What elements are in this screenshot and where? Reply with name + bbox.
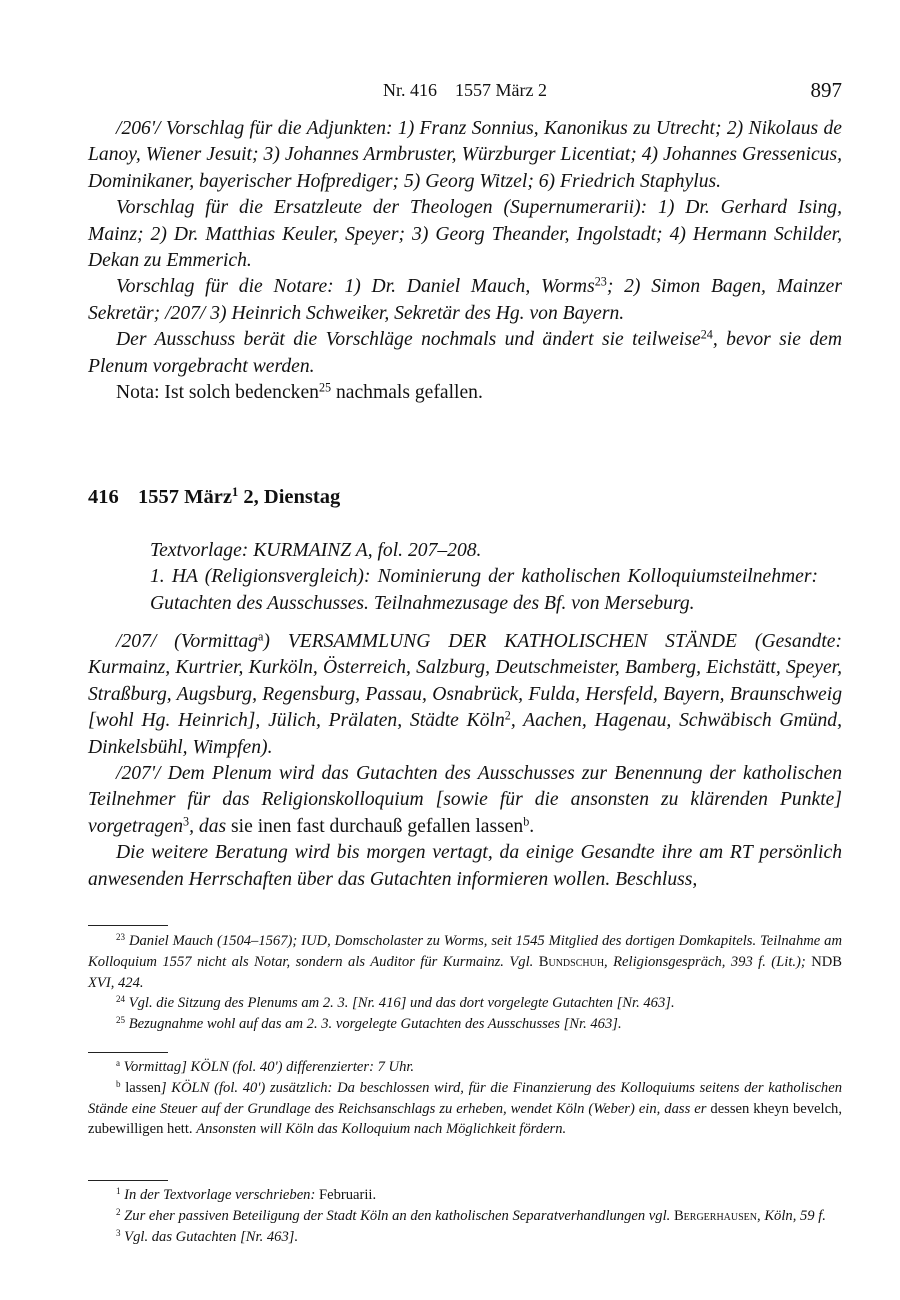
footnotes-document-paragraph — [88, 1227, 842, 1248]
footnote-marker: 25 — [116, 1015, 126, 1026]
text-segment: In der Textvorlage verschrieben: — [120, 1187, 319, 1203]
text-segment: Vormittag] KÖLN (fol. 40') differenzierter: 7 Uhr. — [120, 1059, 415, 1075]
top-block-paragraph — [88, 380, 842, 406]
footnote-marker: 2 — [504, 708, 511, 723]
text-segment: /207'/ Dem Plenum wird das Gutachten des Ausschusses zur Benennung der katholischen Teilnehmer für das Religionskolloquium [sowie für die ansonsten zu klärenden Punkte] vorgetragen — [88, 763, 842, 837]
text-segment: Zur eher passiven Beteiligung der Stadt Köln an den katholischen Separatverhandlungen vgl. — [120, 1207, 674, 1224]
text-segment: XVI, 424. — [88, 974, 144, 991]
text-segment: /206'/ Vorschlag für die Adjunkten: 1) Franz Sonnius, Kanonikus zu Utrecht; 2) Nikolaus de Lanoy, Wiener Jesuit; 3) Johannes Armbruster, Würzburger Licentiat; 4) Johannes Gressenicus, Dominikaner, bayerischer Hofprediger; 5) Georg Witzel; 6) Friedrich Staphylus. — [88, 118, 842, 192]
footnote-marker: 24 — [116, 994, 126, 1005]
text-segment: Ansonsten will Köln das Kolloquium nach Möglichkeit fördern. — [196, 1121, 567, 1138]
footnotes-apparatus — [88, 1057, 842, 1140]
footnote-marker: 25 — [318, 380, 332, 395]
text-segment: sie inen fast durchauß gefallen lassen — [231, 815, 524, 837]
text-segment: nachmals gefallen. — [331, 382, 483, 404]
document-footnote-divider — [88, 1180, 168, 1181]
footnotes-numeric-paragraph — [88, 1014, 842, 1035]
text-segment: /207/ (Vormittag — [116, 631, 258, 652]
top-block-paragraph — [88, 274, 842, 327]
text-segment: Vorschlag für die Notare: 1) Dr. Daniel Mauch, Worms — [116, 276, 595, 298]
text-segment: Bezugnahme wohl auf das am 2. 3. vorgelegte Gutachten des Ausschusses [Nr. 463]. — [125, 1016, 622, 1033]
text-segment: Die weitere Beratung wird bis morgen vertagt, da einige Gesandte ihre am RT persönlich anwesenden Herrschaften über das Gutachten informieren wollen. Beschluss, — [88, 842, 842, 890]
footnotes-apparatus-paragraph — [88, 1078, 842, 1140]
footnotes-document — [88, 1185, 842, 1247]
main-block-paragraph — [88, 840, 842, 893]
text-segment: , — [604, 953, 614, 970]
previous-document-continuation — [88, 116, 842, 406]
footnotes-document-paragraph — [88, 1185, 842, 1206]
text-segment: ) VERSAMMLUNG DER KATHOLISCHEN STÄNDE (Gesandte: Kurmainz, Kurtrier, Kurköln, Österreich, Salzburg, Deutschmeister, Bamberg, Eichstätt, Speyer, Straßburg, Augsburg, Regensburg, Passau, Osnabrück, Fulda, Hersfeld, Bayern, Braunschweig [wohl Hg. Heinrich], Jülich, Prälaten, Städte Köln — [88, 631, 842, 732]
text-segment: lassen — [120, 1079, 161, 1096]
running-title: Nr. 416 1557 März 2 — [383, 80, 547, 100]
footnote-marker: a — [116, 1058, 121, 1069]
textvorlage-paragraph — [150, 538, 818, 564]
text-segment: , bevor sie dem Plenum vorgebracht werden. — [88, 329, 842, 377]
text-segment: 1. HA (Religionsvergleich): Nominierung der katholischen Kolloquiumsteilnehmer: Gutachten des Ausschusses. Teilnahmezusage des Bf. von Merseburg. — [150, 566, 818, 614]
text-segment: Nota: Ist solch bedencken — [116, 382, 319, 404]
text-segment: ; 2) Simon Bagen, Mainzer Sekretär; /207/ 3) Heinrich Schweiker, Sekretär des Hg. von Bayern. — [88, 276, 842, 324]
footnote-marker: a — [258, 629, 264, 644]
text-segment: Bergerhausen — [673, 1207, 758, 1224]
document-number: 416 — [88, 486, 119, 508]
text-segment: Bundschuh — [538, 953, 605, 970]
document-date: 1557 März — [138, 486, 232, 508]
footnote-marker: 1 — [116, 1186, 121, 1197]
top-block-paragraph — [88, 327, 842, 380]
main-block-paragraph — [88, 629, 842, 761]
footnote-marker: 24 — [700, 327, 713, 342]
top-block-paragraph — [88, 195, 842, 274]
text-segment: Vorschlag für die Ersatzleute der Theologen (Supernumerarii): 1) Dr. Gerhard Ising, Mainz; 2) Dr. Matthias Keuler, Speyer; 3) Georg Theander, Ingolstadt; 4) Hermann Schilder, Dekan zu Emmerich. — [88, 197, 842, 272]
text-segment: Textvorlage: KURMAINZ A, fol. 207–208. — [150, 540, 482, 561]
footnotes-numeric-paragraph — [88, 931, 842, 993]
text-segment: , — [757, 1207, 765, 1224]
top-block-paragraph — [88, 116, 842, 195]
text-segment: . — [529, 815, 535, 837]
text-segment: Vgl. die Sitzung des Plenums am 2. 3. [Nr. 416] und das dort vorgelegte Gutachten [Nr. 463]. — [125, 995, 675, 1012]
main-text-block — [88, 629, 842, 893]
textvorlage-paragraph — [150, 564, 818, 617]
footnote-marker: 23 — [594, 274, 607, 289]
footnote-marker: 3 — [183, 814, 190, 829]
text-segment: NDB — [811, 953, 843, 970]
page-number: 897 — [810, 78, 842, 102]
text-segment: Köln, 59 f. — [764, 1207, 826, 1224]
footnote-marker: b — [523, 814, 530, 829]
document-weekday: 2, Dienstag — [238, 486, 341, 508]
footnotes-document-paragraph — [88, 1206, 842, 1227]
text-segment: Daniel Mauch (1504–1567); IUD, Domscholaster zu Worms, seit 1545 Mitglied des dortigen Domkapitels. Teilnahme am Kolloquium 1557 nicht als Notar, sondern als Auditor für Kurmainz. Vgl. — [88, 933, 842, 970]
footnote-marker: 2 — [116, 1206, 121, 1217]
footnotes-apparatus-paragraph — [88, 1057, 842, 1078]
text-segment: Vgl. das Gutachten [Nr. 463]. — [120, 1228, 299, 1245]
footnote-ref-1: 1 — [231, 485, 239, 500]
text-segment: ] KÖLN (fol. 40') zusätzlich: Da beschlossen wird, für die Finanzierung des Kolloquiums seitens der katholischen Stände eine Steuer auf der Grundlage des Reichsanschlags zu erheben, wendet Köln (Weber) ein, dass er — [88, 1079, 842, 1117]
text-segment: dessen kheyn bevelch, zubewilligen hett. — [88, 1100, 842, 1138]
footnote-divider — [88, 925, 168, 926]
text-segment: , das — [189, 815, 232, 837]
main-block-paragraph — [88, 761, 842, 840]
running-header — [88, 78, 842, 106]
textvorlage-block — [150, 538, 818, 617]
footnote-marker: 3 — [116, 1227, 121, 1238]
text-segment: , Aachen, Hagenau, Schwäbisch Gmünd, Dinkelsbühl, Wimpfen). — [88, 710, 842, 758]
text-segment: Februarii. — [318, 1187, 377, 1203]
footnotes-numeric-paragraph — [88, 993, 842, 1014]
footnotes-numeric — [88, 931, 842, 1035]
apparatus-divider — [88, 1052, 168, 1053]
text-segment: Der Ausschuss berät die Vorschläge nochmals und ändert sie teilweise — [116, 329, 701, 351]
footnote-marker: 23 — [116, 932, 126, 943]
text-segment: Religionsgespräch, 393 f. (Lit.); — [613, 953, 812, 970]
footnote-marker: b — [116, 1078, 121, 1089]
document-heading — [88, 486, 340, 509]
